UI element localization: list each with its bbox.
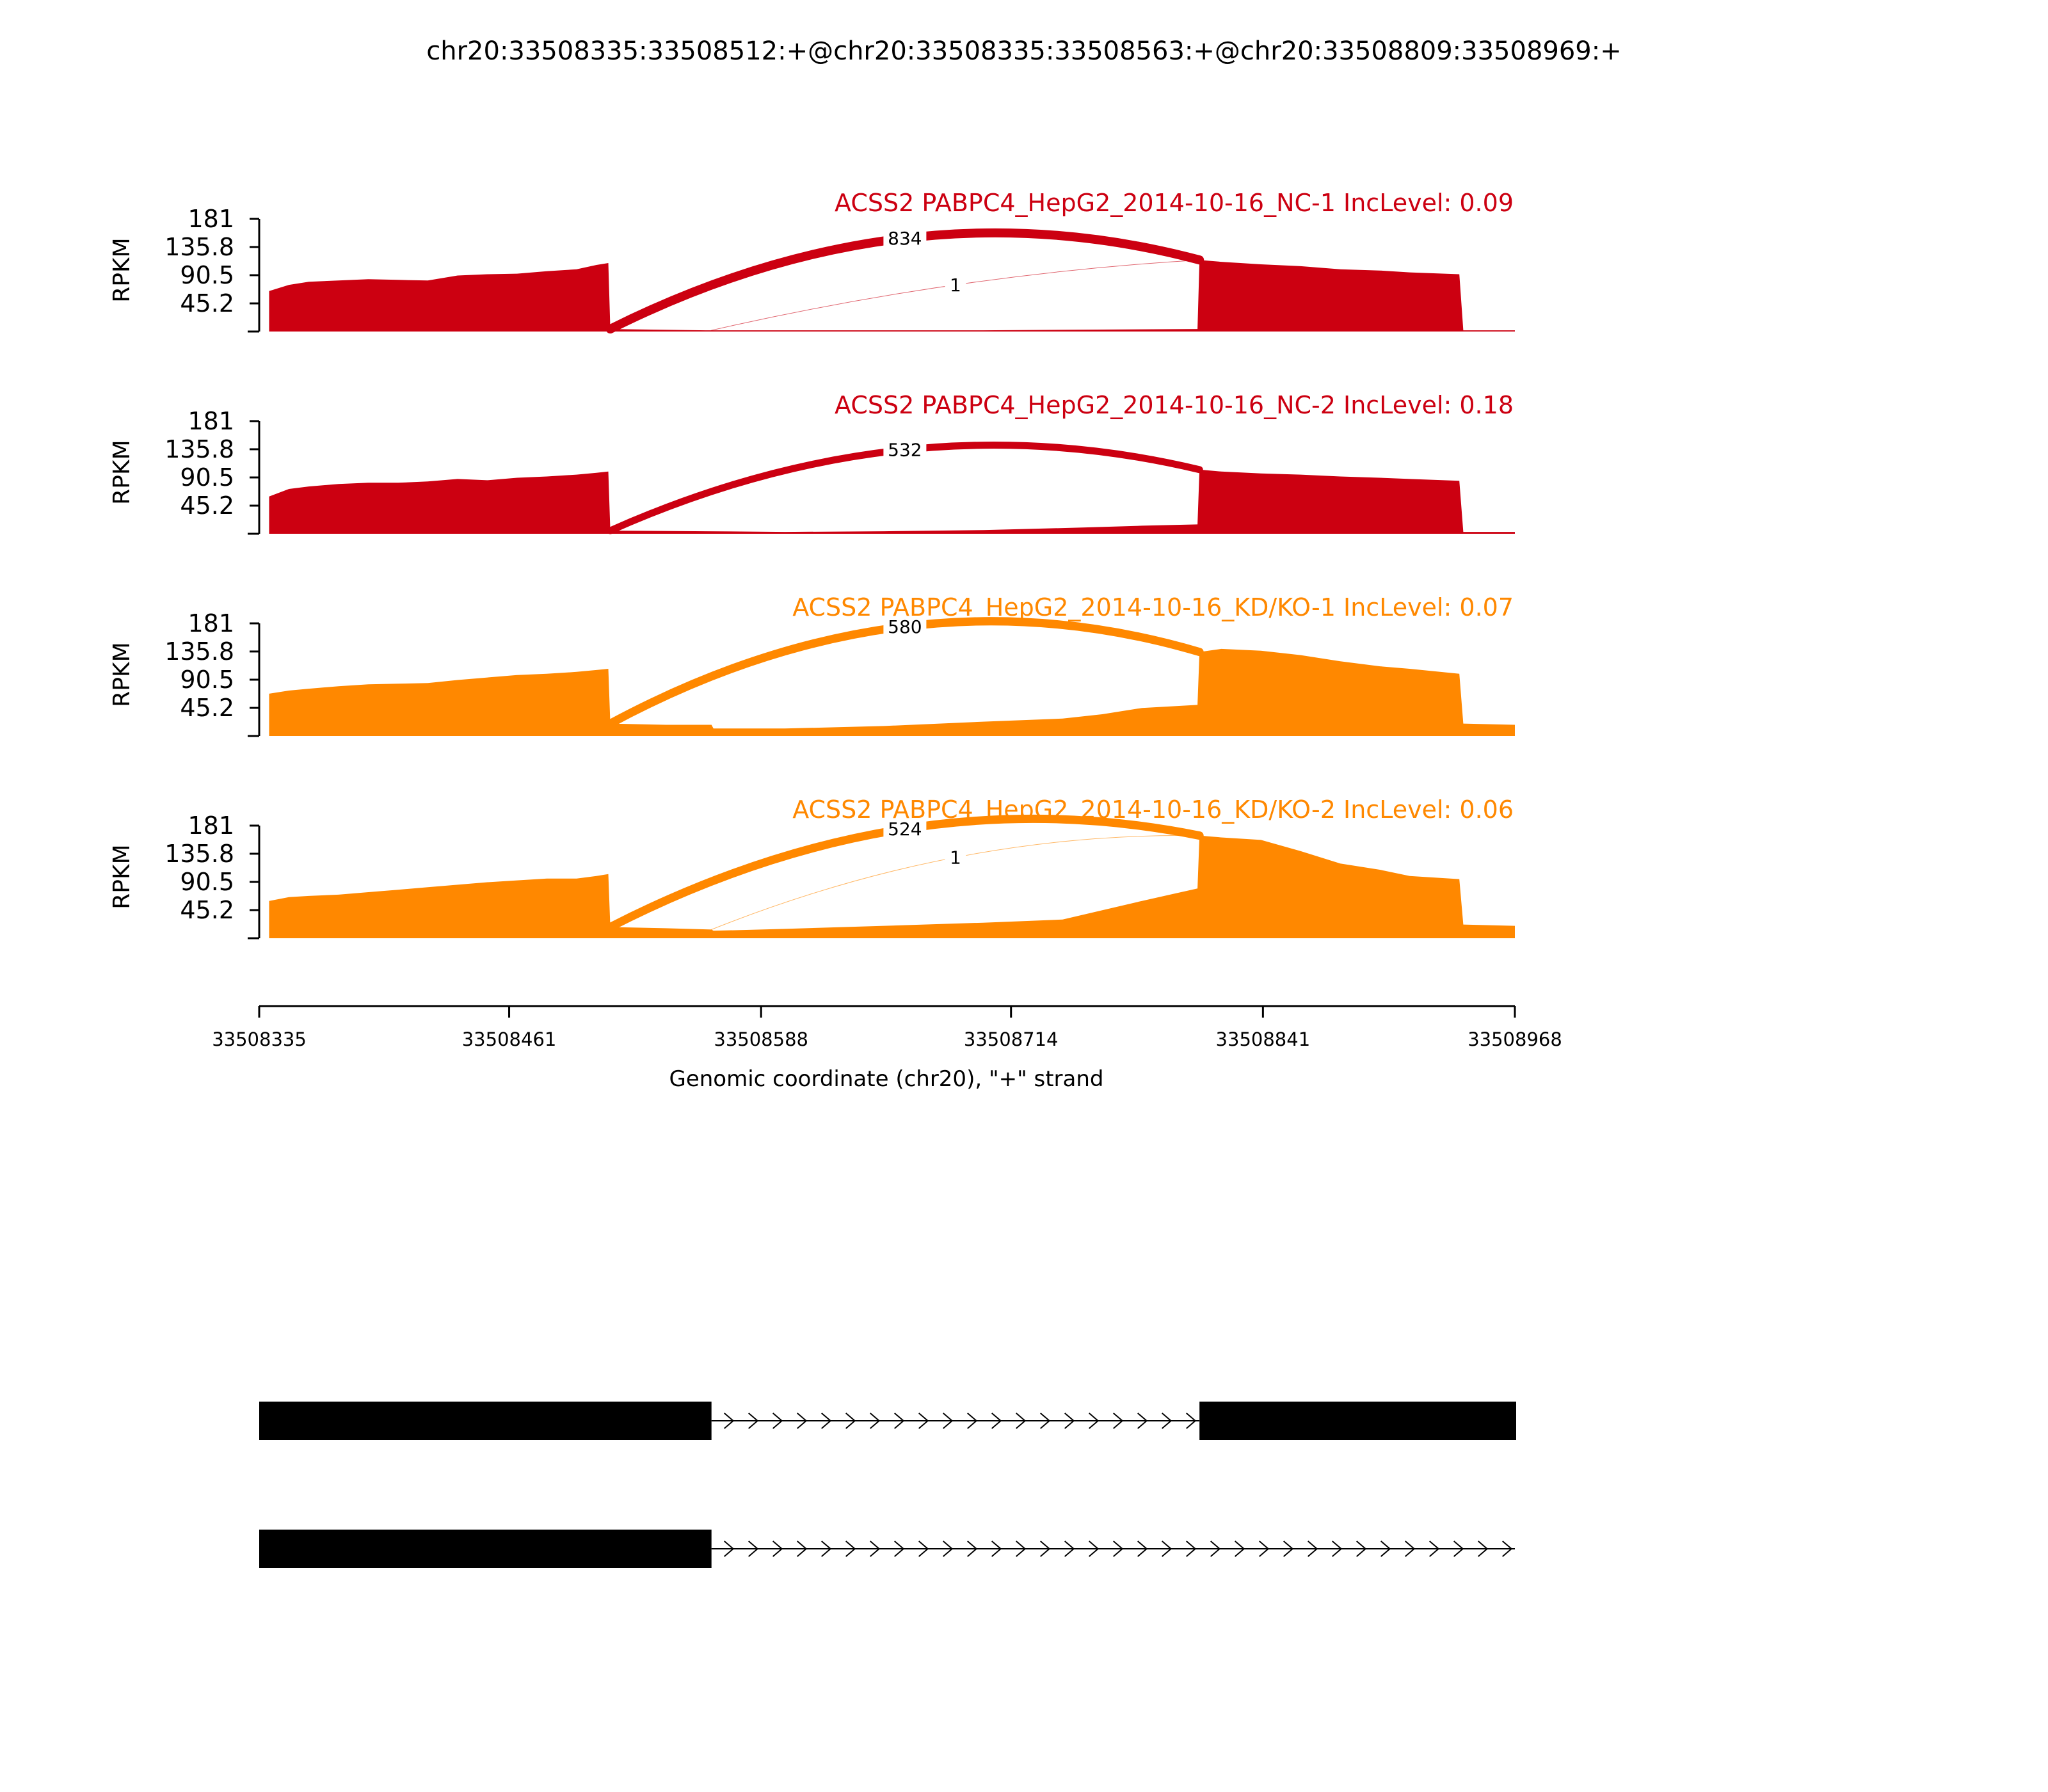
junction-count-label: 834 [888, 228, 922, 250]
y-tick-label: 90.5 [180, 463, 234, 492]
junction-count-label: 532 [888, 439, 922, 461]
y-tick-label: 135.8 [164, 840, 234, 868]
junction-count-label: 580 [888, 616, 922, 637]
exon-block [1199, 1402, 1516, 1440]
junction-count-label: 1 [949, 847, 961, 868]
x-tick-label: 33508841 [1215, 1028, 1311, 1050]
exon-block [259, 1530, 712, 1568]
x-axis [212, 1006, 1562, 1050]
coverage-panels [109, 189, 1515, 938]
coverage-area [269, 649, 1516, 736]
coverage-panel [109, 391, 1515, 534]
x-tick-label: 33508714 [963, 1028, 1059, 1050]
y-tick-label: 45.2 [180, 492, 234, 520]
exon-block [259, 1402, 712, 1440]
y-axis-label: RPKM [109, 844, 135, 909]
y-tick-label: 45.2 [180, 289, 234, 317]
y-tick-label: 181 [188, 812, 234, 840]
y-tick-label: 45.2 [180, 896, 234, 924]
coverage-panel [109, 189, 1515, 332]
x-tick-label: 33508588 [714, 1028, 808, 1050]
y-tick-label: 181 [188, 609, 234, 637]
y-axis-label: RPKM [109, 440, 135, 505]
y-tick-label: 45.2 [180, 694, 234, 722]
y-axis-label: RPKM [109, 642, 135, 707]
coverage-panel [109, 796, 1515, 938]
junction-count-label: 524 [888, 818, 922, 840]
y-tick-label: 135.8 [164, 435, 234, 463]
coverage-panel [109, 593, 1515, 736]
x-tick-label: 33508335 [212, 1028, 307, 1050]
isoform-track [259, 1402, 1516, 1440]
isoform-tracks [259, 1402, 1516, 1568]
sample-label: ACSS2 PABPC4_HepG2_2014-10-16_KD/KO-1 IncLevel: 0.07 [792, 593, 1514, 621]
coverage-area [269, 260, 1516, 332]
y-tick-label: 181 [188, 407, 234, 435]
coverage-area [269, 470, 1516, 534]
y-axis-label: RPKM [109, 237, 135, 303]
coverage-area [269, 836, 1516, 938]
y-tick-label: 90.5 [180, 666, 234, 694]
x-tick-label: 33508968 [1468, 1028, 1562, 1050]
junction-count-label: 1 [949, 275, 961, 296]
sample-label: ACSS2 PABPC4_HepG2_2014-10-16_NC-1 IncLevel: 0.09 [835, 189, 1514, 217]
y-tick-label: 135.8 [164, 233, 234, 261]
x-axis-label: Genomic coordinate (chr20), "+" strand [669, 1066, 1104, 1092]
chart-title: chr20:33508335:33508512:+@chr20:33508335:33508563:+@chr20:33508809:33508969:+ [426, 36, 1622, 66]
y-tick-label: 90.5 [180, 261, 234, 289]
sample-label: ACSS2 PABPC4_HepG2_2014-10-16_NC-2 IncLevel: 0.18 [835, 391, 1514, 419]
y-tick-label: 181 [188, 205, 234, 233]
y-tick-label: 135.8 [164, 637, 234, 666]
isoform-track [259, 1530, 1515, 1568]
x-tick-label: 33508461 [461, 1028, 557, 1050]
y-tick-label: 90.5 [180, 868, 234, 896]
sample-label: ACSS2 PABPC4_HepG2_2014-10-16_KD/KO-2 IncLevel: 0.06 [792, 796, 1514, 824]
